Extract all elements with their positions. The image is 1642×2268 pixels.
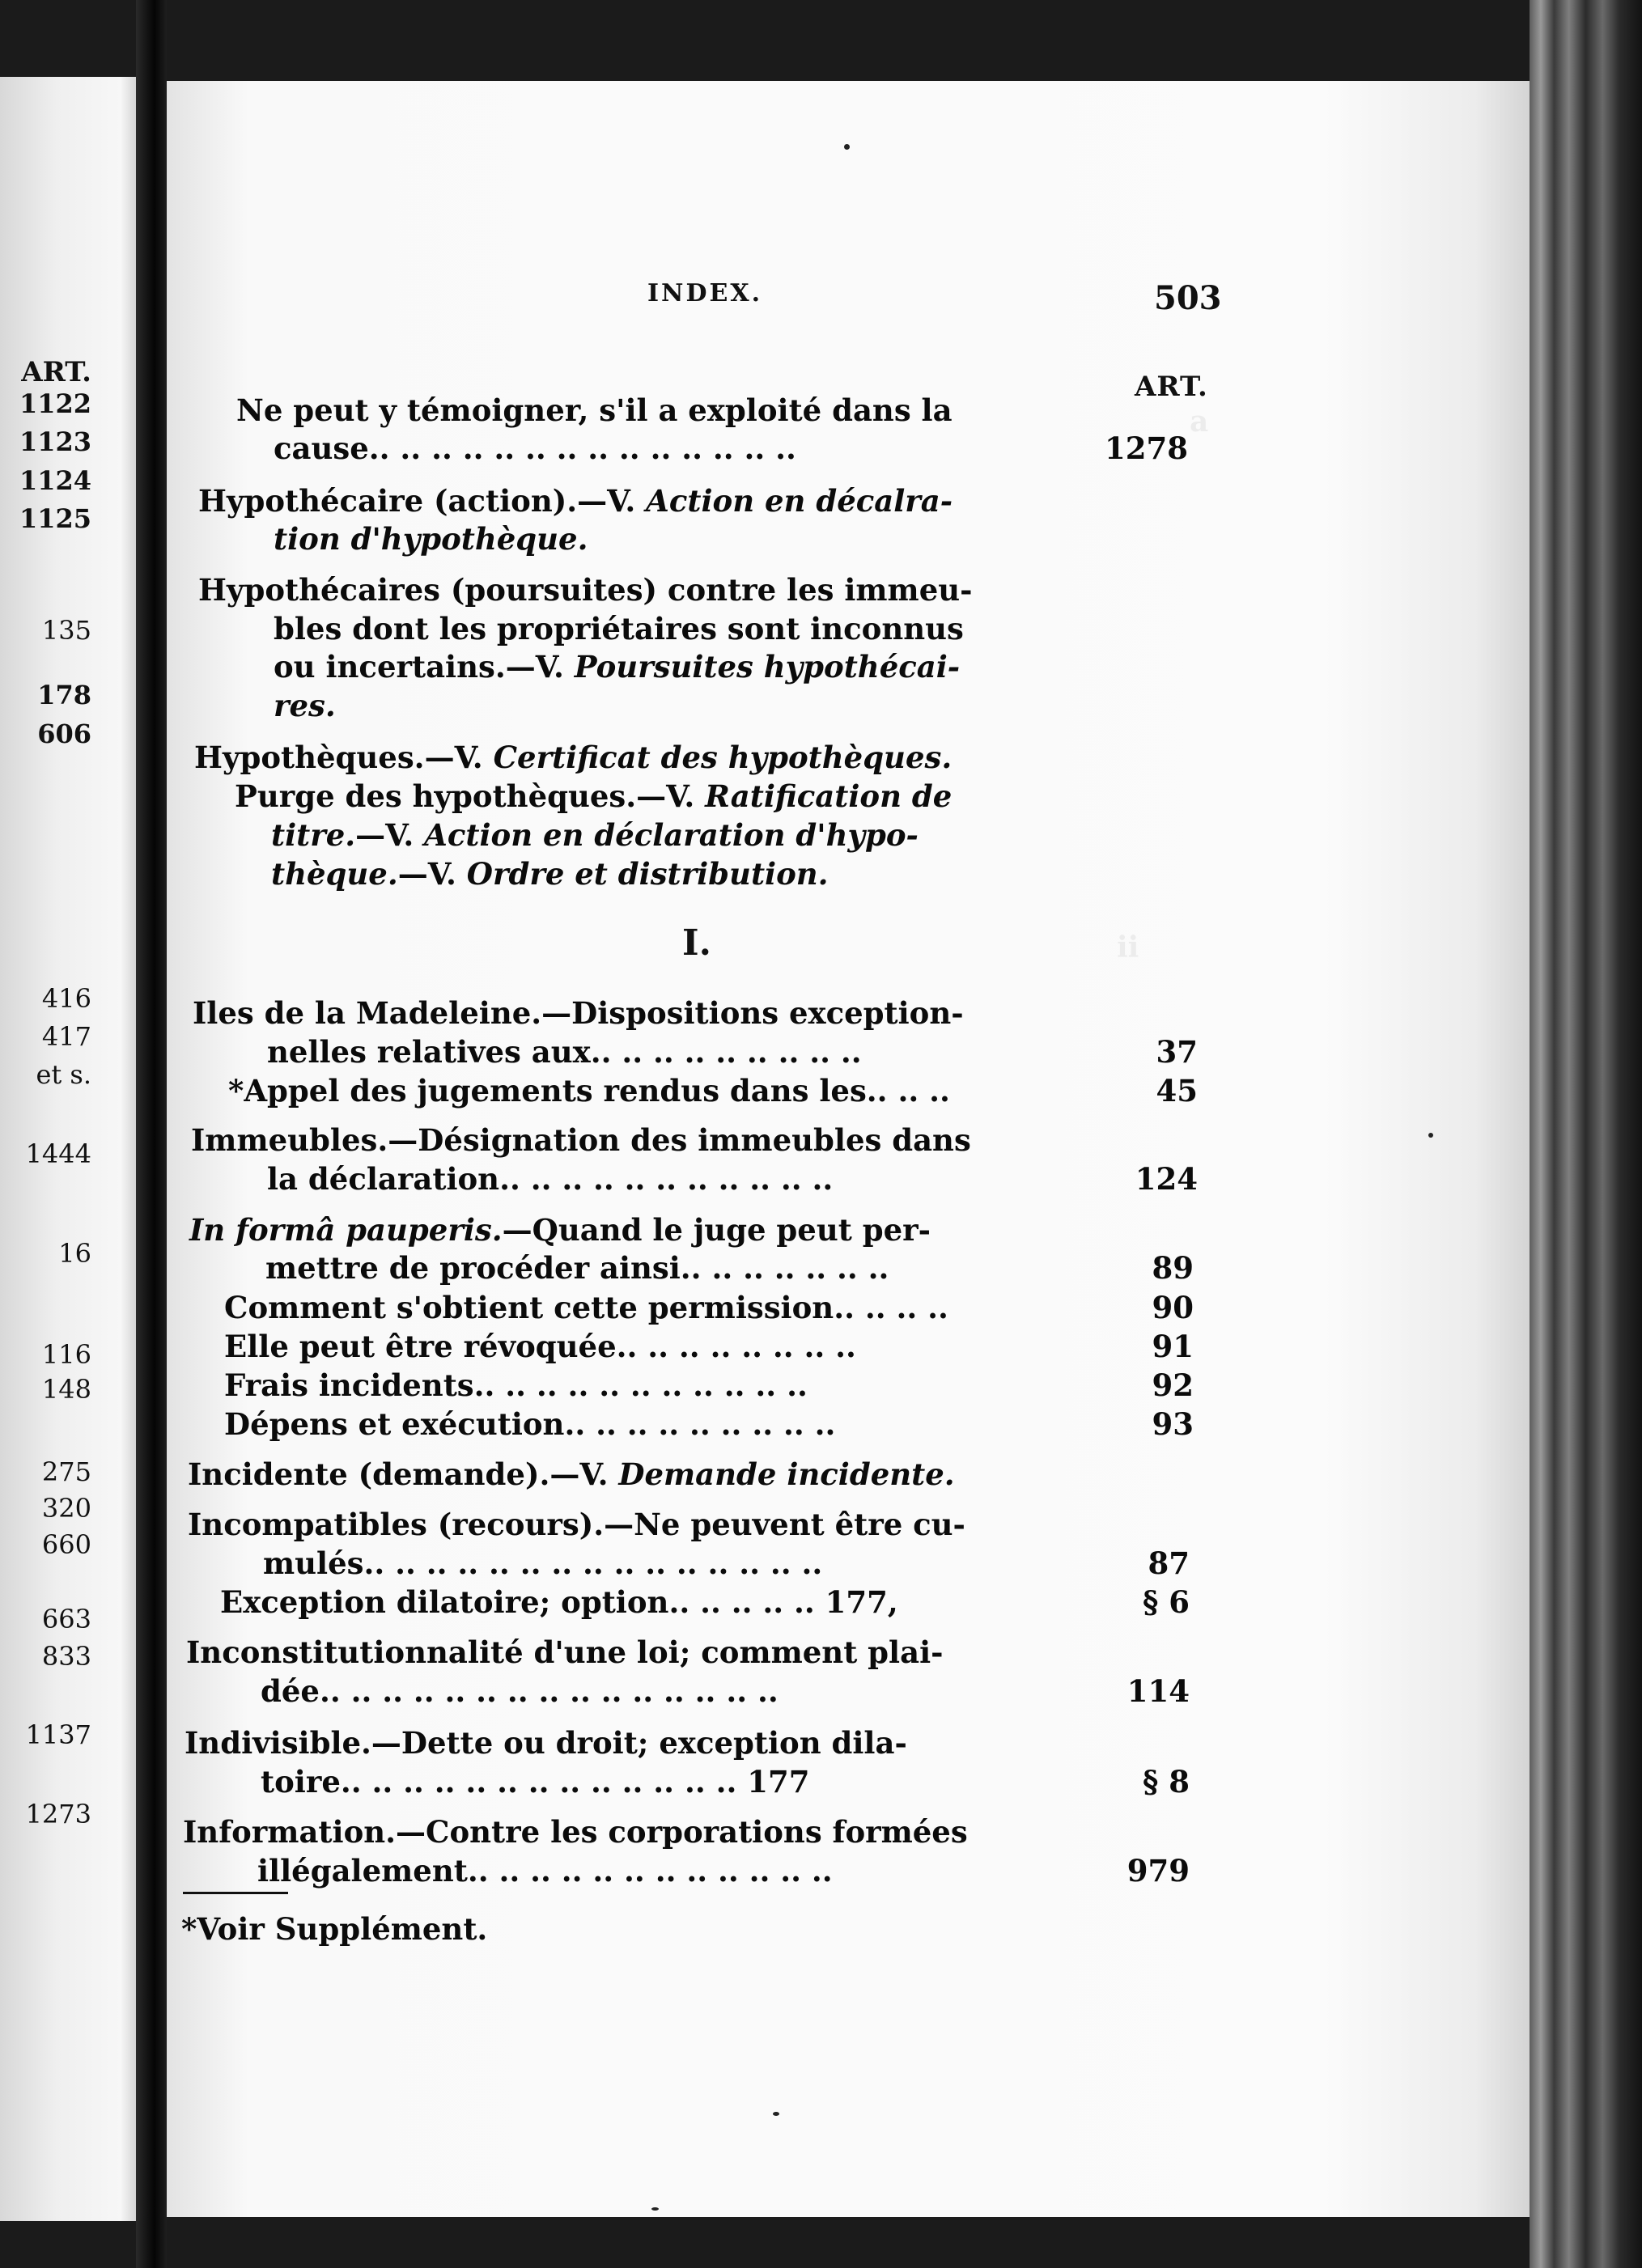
left-ref-number: 606 [37,719,91,749]
index-entry-line: Dépens et exécution.. .. .. .. .. .. .. .. .. 93 [224,1406,1194,1442]
index-entry-line: tion d'hypothèque. [274,521,588,557]
left-ref-number: 1122 [19,388,91,419]
index-entry-line: Inconstitutionnalité d'une loi; comment plai- [186,1634,944,1670]
print-speck [844,144,850,150]
footnote: *Voir Supplément. [181,1911,488,1947]
page-edges [1530,0,1642,2268]
article-ref: 89 [1152,1250,1194,1286]
article-ref: 114 [1126,1673,1190,1709]
index-entry-line: In formâ pauperis.—Quand le juge peut per- [189,1212,931,1248]
index-entry-line: la déclaration.. .. .. .. .. .. .. .. .. .. .. 124 [267,1161,1198,1197]
index-entry-line: titre.—V. Action en déclaration d'hypo- [271,817,919,853]
print-speck [651,2207,659,2211]
article-ref: 92 [1152,1367,1194,1403]
article-ref: 93 [1152,1406,1194,1442]
article-ref: 1278 [1105,430,1188,466]
index-entry-line: bles dont les propriétaires sont inconnus [274,611,964,646]
index-entry-line: illégalement.. .. .. .. .. .. .. .. .. .. .. .. 979 [257,1853,1190,1889]
bleed-through: a [1190,405,1209,439]
index-entry-line: Comment s'obtient cette permission.. .. .. .. 90 [224,1290,1194,1325]
index-entry-line: Ne peut y témoigner, s'il a exploité dans la [236,392,953,428]
bleed-through: ii [1117,931,1139,964]
index-entry-line: Information.—Contre les corporations formées [183,1814,968,1850]
index-entry-line: mulés.. .. .. .. .. .. .. .. .. .. .. .. .. .. .. 87 [263,1545,1190,1581]
index-entry-line: Exception dilatoire; option.. .. .. .. .. 177, § 6 [220,1584,1190,1620]
left-ref-number: 663 [41,1604,91,1634]
index-entry-line: Hypothécaires (poursuites) contre les immeu- [198,572,973,608]
index-entry-line: Iles de la Madeleine.—Dispositions exception- [193,995,964,1031]
index-entry-line: Elle peut être révoquée.. .. .. .. .. .. .. .. 91 [224,1329,1194,1364]
left-ref-number: 1273 [25,1799,91,1829]
article-ref: 90 [1152,1290,1194,1325]
article-ref: 979 [1126,1853,1190,1889]
index-entry-line: Frais incidents.. .. .. .. .. .. .. .. .. .. .. 92 [224,1367,1194,1403]
index-entry-line: Hypothèques.—V. Certificat des hypothèques. [194,740,953,775]
index-entry-line: *Appel des jugements rendus dans les.. .. .. 45 [228,1073,1198,1109]
article-ref: 124 [1135,1161,1198,1197]
left-ref-number: 1137 [25,1719,91,1750]
left-ref-number: 116 [41,1339,91,1370]
left-ref-number: 1124 [19,465,91,496]
left-ref-number: 320 [41,1493,91,1524]
index-entry-line: cause.. .. .. .. .. .. .. .. .. .. .. .. .. .. 1278 [274,430,1188,466]
left-art-label: ART. [21,356,91,388]
article-ref: 37 [1156,1034,1198,1070]
index-entry-line: res. [274,688,336,723]
index-entry-line: dée.. .. .. .. .. .. .. .. .. .. .. .. .. .. .. 114 [261,1673,1190,1709]
left-ref-number: 416 [41,983,91,1014]
index-entry-line: toire.. .. .. .. .. .. .. .. .. .. .. .. .. 177 § 8 [261,1764,1190,1800]
article-ref: 45 [1156,1073,1198,1109]
left-ref-number: 660 [41,1529,91,1560]
left-ref-number: 148 [41,1374,91,1405]
print-speck [1428,1133,1433,1138]
art-column-label: ART. [1135,371,1208,403]
page-number: 503 [1154,279,1222,317]
left-ref-number: 1123 [19,426,91,457]
index-entry-line: Incidente (demande).—V. Demande incidente. [188,1456,955,1492]
index-entry-line: Immeubles.—Désignation des immeubles dans [191,1122,971,1158]
running-head-title: INDEX. [647,279,763,307]
index-entry-line: Hypothécaire (action).—V. Action en décalra- [198,483,953,519]
article-ref: 91 [1152,1329,1194,1364]
print-speck [773,2112,779,2116]
index-entry-line: mettre de procéder ainsi.. .. .. .. .. .. .. 89 [265,1250,1194,1286]
left-ref-number: et s. [36,1059,91,1090]
left-ref-number: 1125 [19,503,91,534]
left-ref-number: 1444 [25,1138,91,1169]
left-ref-number: 275 [41,1456,91,1487]
article-ref: 87 [1148,1545,1190,1581]
left-ref-number: 135 [41,615,91,646]
index-entry-line: Incompatibles (recours).—Ne peuvent être cu- [188,1507,965,1542]
left-ref-number: 833 [41,1641,91,1672]
left-ref-number: 178 [37,680,91,710]
index-entry-line: Indivisible.—Dette ou droit; exception dila- [185,1725,907,1761]
article-ref: § 8 [1143,1764,1190,1800]
section-letter: I. [682,922,711,964]
index-entry-line: Purge des hypothèques.—V. Ratification de [235,778,953,814]
article-ref: § 6 [1143,1584,1190,1620]
book-gutter [136,0,167,2268]
index-entry-line: ou incertains.—V. Poursuites hypothécai- [274,649,961,685]
left-ref-number: 16 [58,1238,91,1269]
left-ref-number: 417 [41,1021,91,1052]
left-facing-page [0,77,142,2221]
index-entry-line: nelles relatives aux.. .. .. .. .. .. .. .. .. 37 [267,1034,1198,1070]
footnote-rule [183,1892,288,1894]
index-entry-line: thèque.—V. Ordre et distribution. [271,856,829,892]
